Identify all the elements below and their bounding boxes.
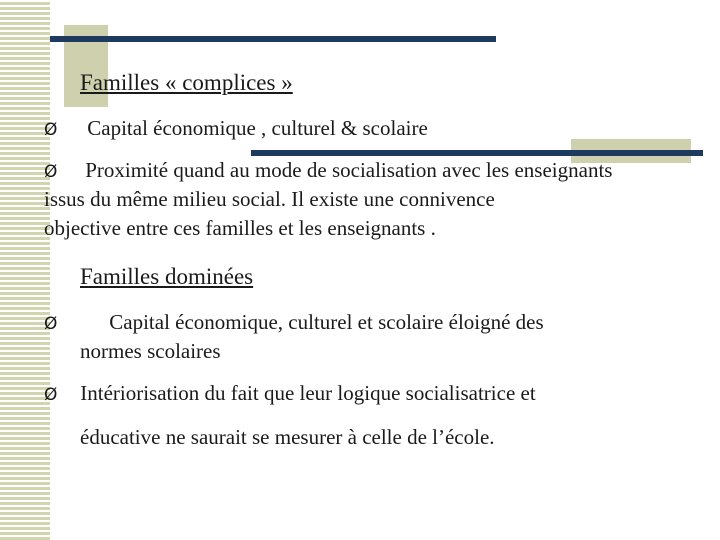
section2-heading: Familles dominées [80,264,254,289]
section1-bullet2 [44,156,612,187]
decorative-line-top [50,36,496,42]
bullet-arrow-icon: Ø [44,314,58,334]
section2-bullet2-line2: éducative ne saurait se mesurer à celle de l’école. [80,425,495,449]
bullet-arrow-icon: Ø [44,385,58,405]
section1-heading: Familles « complices » [80,70,293,95]
section1-bullet2-line1: Proximité quand au mode de socialisation avec les enseignants [85,158,613,182]
section2-bullet1-line1: Capital économique, culturel et scolaire éloigné des [109,310,544,334]
section1-bullet2-line2: issus du même milieu social. Il existe une connivence [44,187,495,211]
section2-bullet2 [44,379,536,410]
section2-bullet1 [44,308,544,339]
section1-bullet1-text: Capital économique , culturel & scolaire [87,116,428,140]
section1-bullet2-line3: objective entre ces familles et les enseignants . [44,216,436,240]
section2-bullet2-line1: Intériorisation du fait que leur logique socialisatrice et [80,381,536,405]
section2-bullet1-line2: normes scolaires [80,339,221,363]
section1-bullet1 [44,114,428,145]
bullet-arrow-icon: Ø [44,120,58,140]
decorative-stripe-bar [0,0,50,540]
bullet-arrow-icon: Ø [44,162,58,182]
